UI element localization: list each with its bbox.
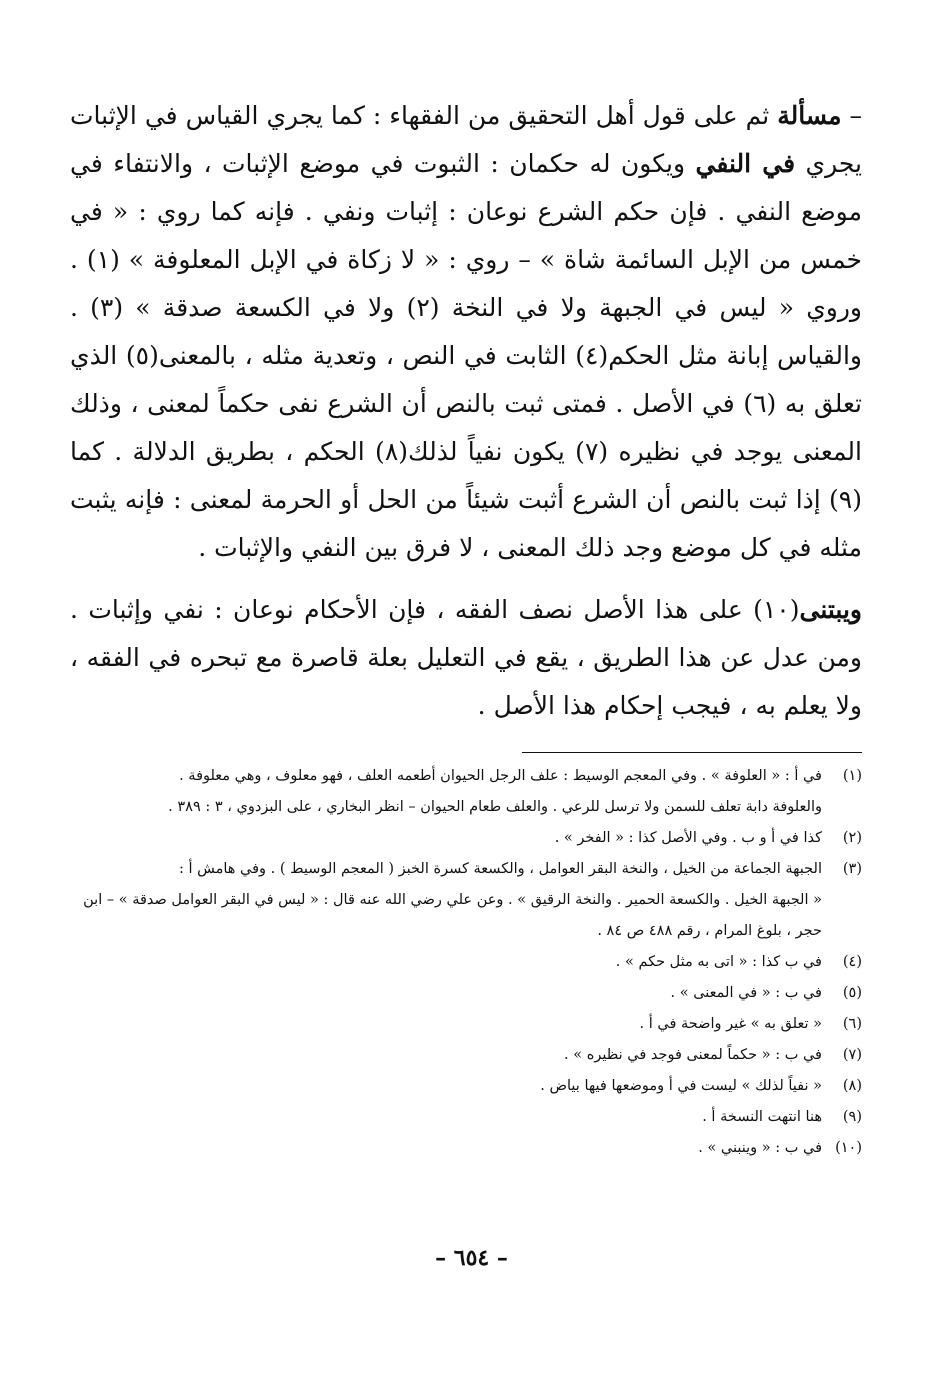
footnote-text: هنا انتهت النسخة أ . [702,1109,822,1125]
footnote-continuation: « الجبهة الخيل . والكسعة الحمير . والنخة الرقيق » . وعن علي رضي الله عنه قال : « ليس في البقر العوامل صدقة » – ابن حجر ، بلوغ المرام ، رقم ٤٨٨ ص ٨٤ . [83,892,822,939]
footnote-number: (٧) [842,1047,862,1063]
footnote [70,1133,862,1164]
footnote [70,978,862,1009]
footnote [70,1009,862,1040]
footnote [70,947,862,978]
footnote-text: في ب : « حكماً لمعنى فوجد في نظيره » . [564,1047,822,1063]
paragraph-1-text-b: ويكون له حكمان : الثبوت في موضع الإثبات ، والانتفاء في موضع النفي . فإن حكم الشرع نوعان : إثبات ونفي . فإنه كما روي : « في خمس من الإبل السائمة شاة » – روي : « لا زكاة في الإبل المعلوفة » (١) . وروي « ليس في الجبهة ولا في النخة (٢) ولا في الكسعة صدقة » (٣) . والقياس إبانة مثل الحكم(٤) الثابت في النص ، وتعدية مثله ، بالمعنى(٥) الذي تعلق به (٦) في الأصل . فمتى ثبت بالنص أن الشرع نفى حكماً لمعنى ، وذلك المعنى يوجد في نظيره (٧) يكون نفياً لذلك(٨) الحكم ، بطريق الدلالة . كما (٩) إذا ثبت بالنص أن الشرع أثبت شيئاً من الحل أو الحرمة لمعنى : فإنه يثبت مثله في كل موضع وجد ذلك المعنى ، لا فرق بين النفي والإثبات . [70,149,863,562]
footnote-text: « نفياً لذلك » ليست في أ وموضعها فيها بياض . [540,1078,822,1094]
footnote-number: (١٠) [835,1140,862,1156]
footnote-text: الجبهة الجماعة من الخيل ، والنخة البقر العوامل ، والكسعة كسرة الخبز ( المعجم الوسيط ) . وفي هامش أ : [178,861,822,877]
footnote [70,761,862,792]
footnote [70,854,862,885]
footnote-number: (٥) [842,985,862,1001]
footnote-text: كذا في أ و ب . وفي الأصل كذا : « الفخر » . [554,830,822,846]
footnote-text: في ب : « وينبني » . [698,1140,822,1156]
footnote-text: « تعلق به » غير واضحة في أ . [639,1016,822,1032]
footnote-text: في ب : « في المعنى » . [670,985,822,1001]
term-fi-alnafy: في النفي [695,149,796,178]
paragraph-2-text: (١٠) على هذا الأصل نصف الفقه ، فإن الأحكام نوعان : نفي وإثبات . ومن عدل عن هذا الطريق ، يقع في التعليل بعلة قاصرة مع تبحره في الفقه ، ولا يعلم به ، فيجب إحكام هذا الأصل . [70,595,862,720]
footnote-number: (٣) [842,861,862,877]
paragraph-2 [70,586,862,730]
footnote-number: (٨) [842,1078,862,1094]
footnote-number: (٤) [842,954,862,970]
footnote [70,1071,862,1102]
footnote [70,823,862,854]
footnote [70,1040,862,1071]
footnote-number: (٢) [842,830,862,846]
page-number: – ٦٥٤ – [435,1245,508,1271]
footnotes [70,761,862,1164]
term-yabtani: ويبتنى [799,595,862,624]
footnote-text: في أ : « العلوفة » . وفي المعجم الوسيط : علف الرجل الحيوان أطعمه العلف ، فهو معلوف ، وهي معلوفة . [179,768,822,784]
page-content [70,92,862,1164]
footnote-number: (٩) [842,1109,862,1125]
paragraph-1-text-a: ثم على قول أهل التحقيق من الفقهاء : كما يجري القياس في الإثبات يجري [70,101,862,178]
term-masala: مسألة [777,101,842,130]
footnote-divider [522,752,862,753]
footnote-number: (٦) [842,1016,862,1032]
footnote [70,1102,862,1133]
paragraph-1 [70,92,862,572]
footnote-text: في ب كذا : « اتى به مثل حكم » . [615,954,822,970]
footnote-number: (١) [842,768,862,784]
dash: – [841,101,863,130]
footnote-continuation: والعلوفة دابة تعلف للسمن ولا ترسل للرعي . والعلف طعام الحيوان – انظر البخاري ، على البزدوي ، ٣ : ٣٨٩ . [168,799,822,815]
